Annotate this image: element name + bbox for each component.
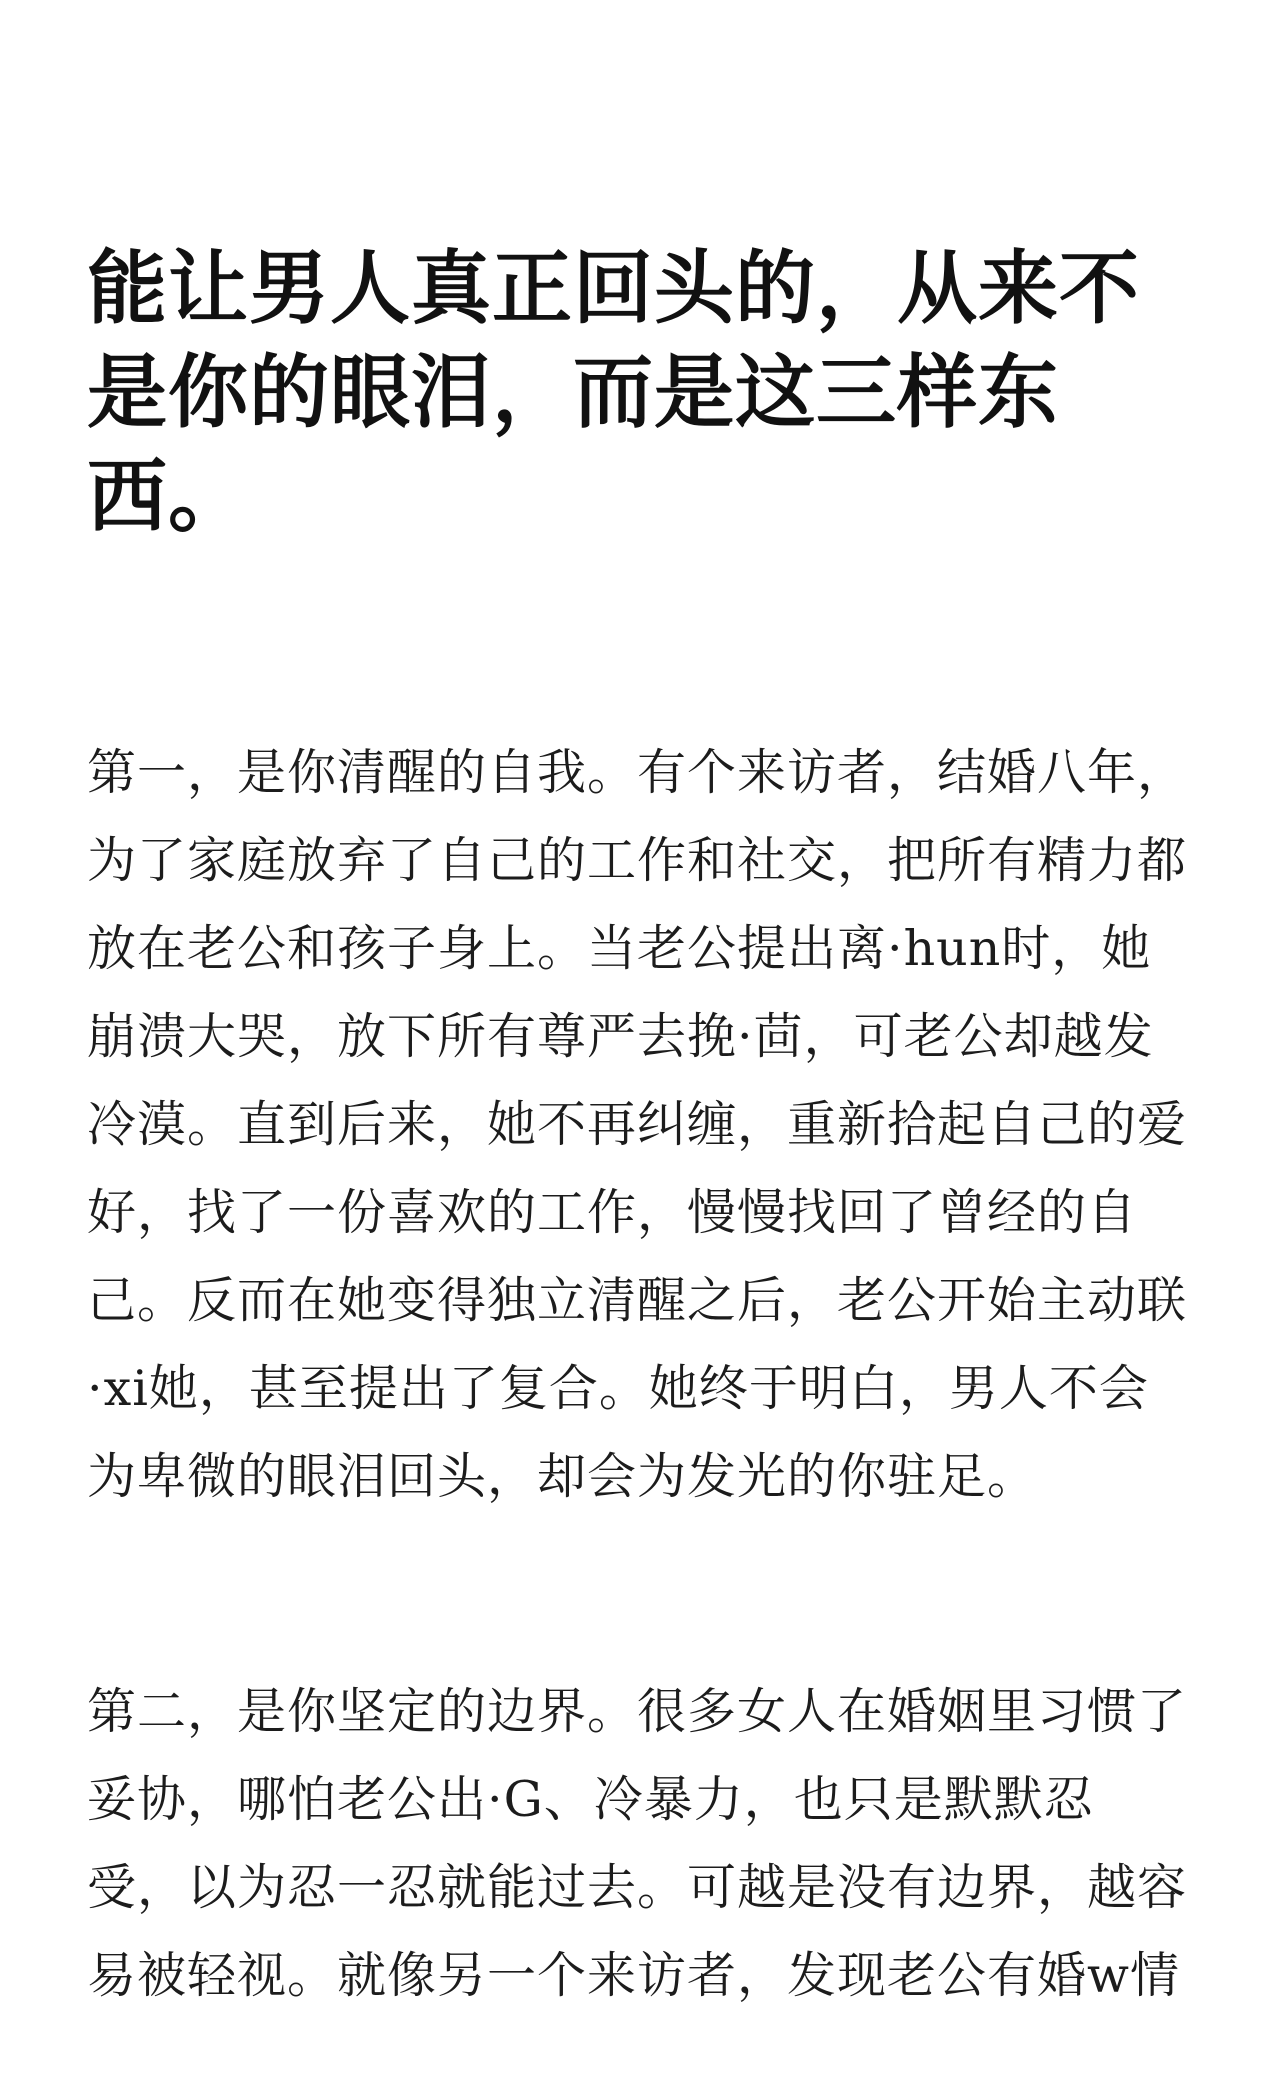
article-paragraph-1: 第一，是你清醒的自我。有个来访者，结婚八年，为了家庭放弃了自己的工作和社交，把所有精力都放在老公和孩子身上。当老公提出离·hun时，她崩溃大哭，放下所有尊严去挽·茴，可老公却越发冷漠。直到后来，她不再纠缠，重新拾起自己的爱好，找了一份喜欢的工作，慢慢找回了曾经的自己。反而在她变得独立清醒之后，老公开始主动联·xi她，甚至提出了复合。她终于明白，男人不会为卑微的眼泪回头，却会为发光的你驻足。 xyxy=(87,744,1188,1505)
article-paragraph-2: 第二，是你坚定的边界。很多女人在婚姻里习惯了妥协，哪怕老公出·G、冷暴力，也只是默默忍受，以为忍一忍就能过去。可越是没有边界，越容易被轻视。就像另一个来访者，发现老公有婚w情 xyxy=(87,1683,1188,2004)
article-title: 能让男人真正回头的，从来不是你的眼泪，而是这三样东西。 xyxy=(87,241,1140,543)
